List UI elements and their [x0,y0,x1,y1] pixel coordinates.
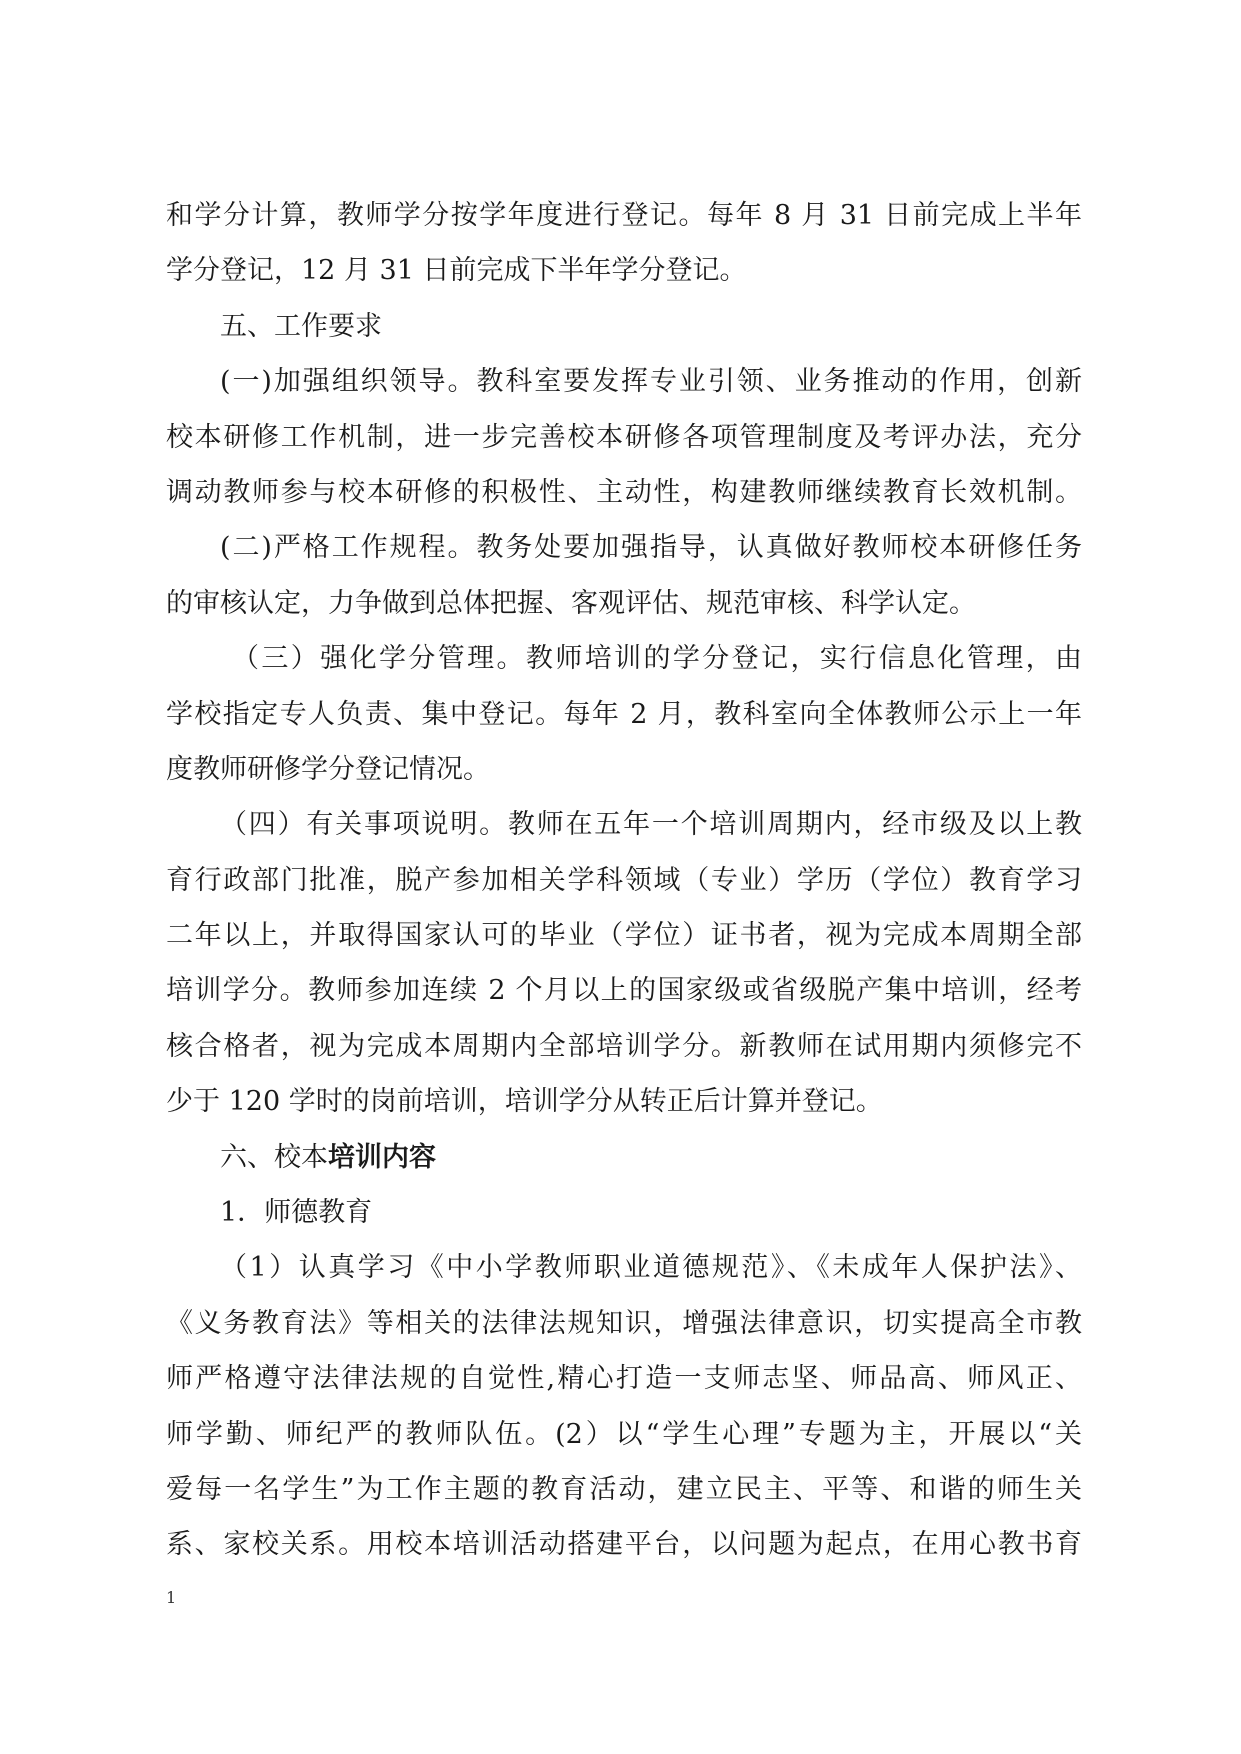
paragraph-line: 育行政部门批准，脱产参加相关学科领域（专业）学历（学位）教育学习 [166,864,1082,896]
paragraph-line: 学校指定专人负责、集中登记。每年 2 月，教科室向全体教师公示上一年 [166,698,1082,730]
section-heading-prefix: 六、校本 [220,1141,328,1173]
paragraph-line: 《义务教育法》等相关的法律法规知识，增强法律意识，切实提高全市教 [166,1307,1082,1339]
section-heading [166,1130,1082,1185]
paragraph-line: 和学分计算，教师学分按学年度进行登记。每年 8 月 31 日前完成上半年 [166,200,1082,231]
paragraph-line: 师学勤、师纪严的教师队伍。(2）以“学生心理”专题为主，开展以“关 [166,1418,1082,1450]
paragraph-line: 度教师研修学分登记情况。 [166,753,490,785]
paragraph-line: 爱每一名学生”为工作主题的教育活动，建立民主、平等、和谐的师生关 [166,1473,1082,1505]
paragraph-line: 调动教师参与校本研修的积极性、主动性，构建教师继续教育长效机制。 [166,476,1082,508]
paragraph-line: 核合格者，视为完成本周期内全部培训学分。新教师在试用期内须修完不 [166,1030,1082,1062]
body-text [166,188,1082,1573]
paragraph-line: （三）强化学分管理。教师培训的学分登记，实行信息化管理，由 [232,643,1082,675]
paragraph-line: (二)严格工作规程。教务处要加强指导，认真做好教师校本研修任务 [220,532,1082,564]
page-number: 1 [166,1588,177,1607]
paragraph-line: 少于 120 学时的岗前培训，培训学分从转正后计算并登记。 [166,1086,883,1118]
paragraph-line: 学分登记，12 月 31 日前完成下半年学分登记。 [166,255,747,287]
paragraph-line: （四）有关事项说明。教师在五年一个培训周期内，经市级及以上教 [220,809,1082,841]
paragraph-line: 二年以上，并取得国家认可的毕业（学位）证书者，视为完成本周期全部 [166,920,1082,952]
paragraph-line: 师严格遵守法律法规的自觉性,精心打造一支师志坚、师品高、师风正、 [166,1363,1082,1395]
section-heading-bold: 培训内容 [328,1141,436,1173]
paragraph-line: (一)加强组织领导。教科室要发挥专业引领、业务推动的作用，创新 [220,366,1082,398]
paragraph-line: （1）认真学习《中小学教师职业道德规范》、《未成年人保护法》、 [220,1252,1082,1284]
paragraph-line: 培训学分。教师参加连续 2 个月以上的国家级或省级脱产集中培训，经考 [166,975,1082,1007]
paragraph-line: 校本研修工作机制，进一步完善校本研修各项管理制度及考评办法，充分 [166,421,1082,453]
subsection-heading: 1．师德教育 [220,1197,373,1229]
paragraph-line: 系、家校关系。用校本培训活动搭建平台，以问题为起点，在用心教书育 [166,1529,1082,1561]
section-heading: 五、工作要求 [220,310,382,342]
paragraph-line: 的审核认定，力争做到总体把握、客观评估、规范审核、科学认定。 [166,587,976,619]
